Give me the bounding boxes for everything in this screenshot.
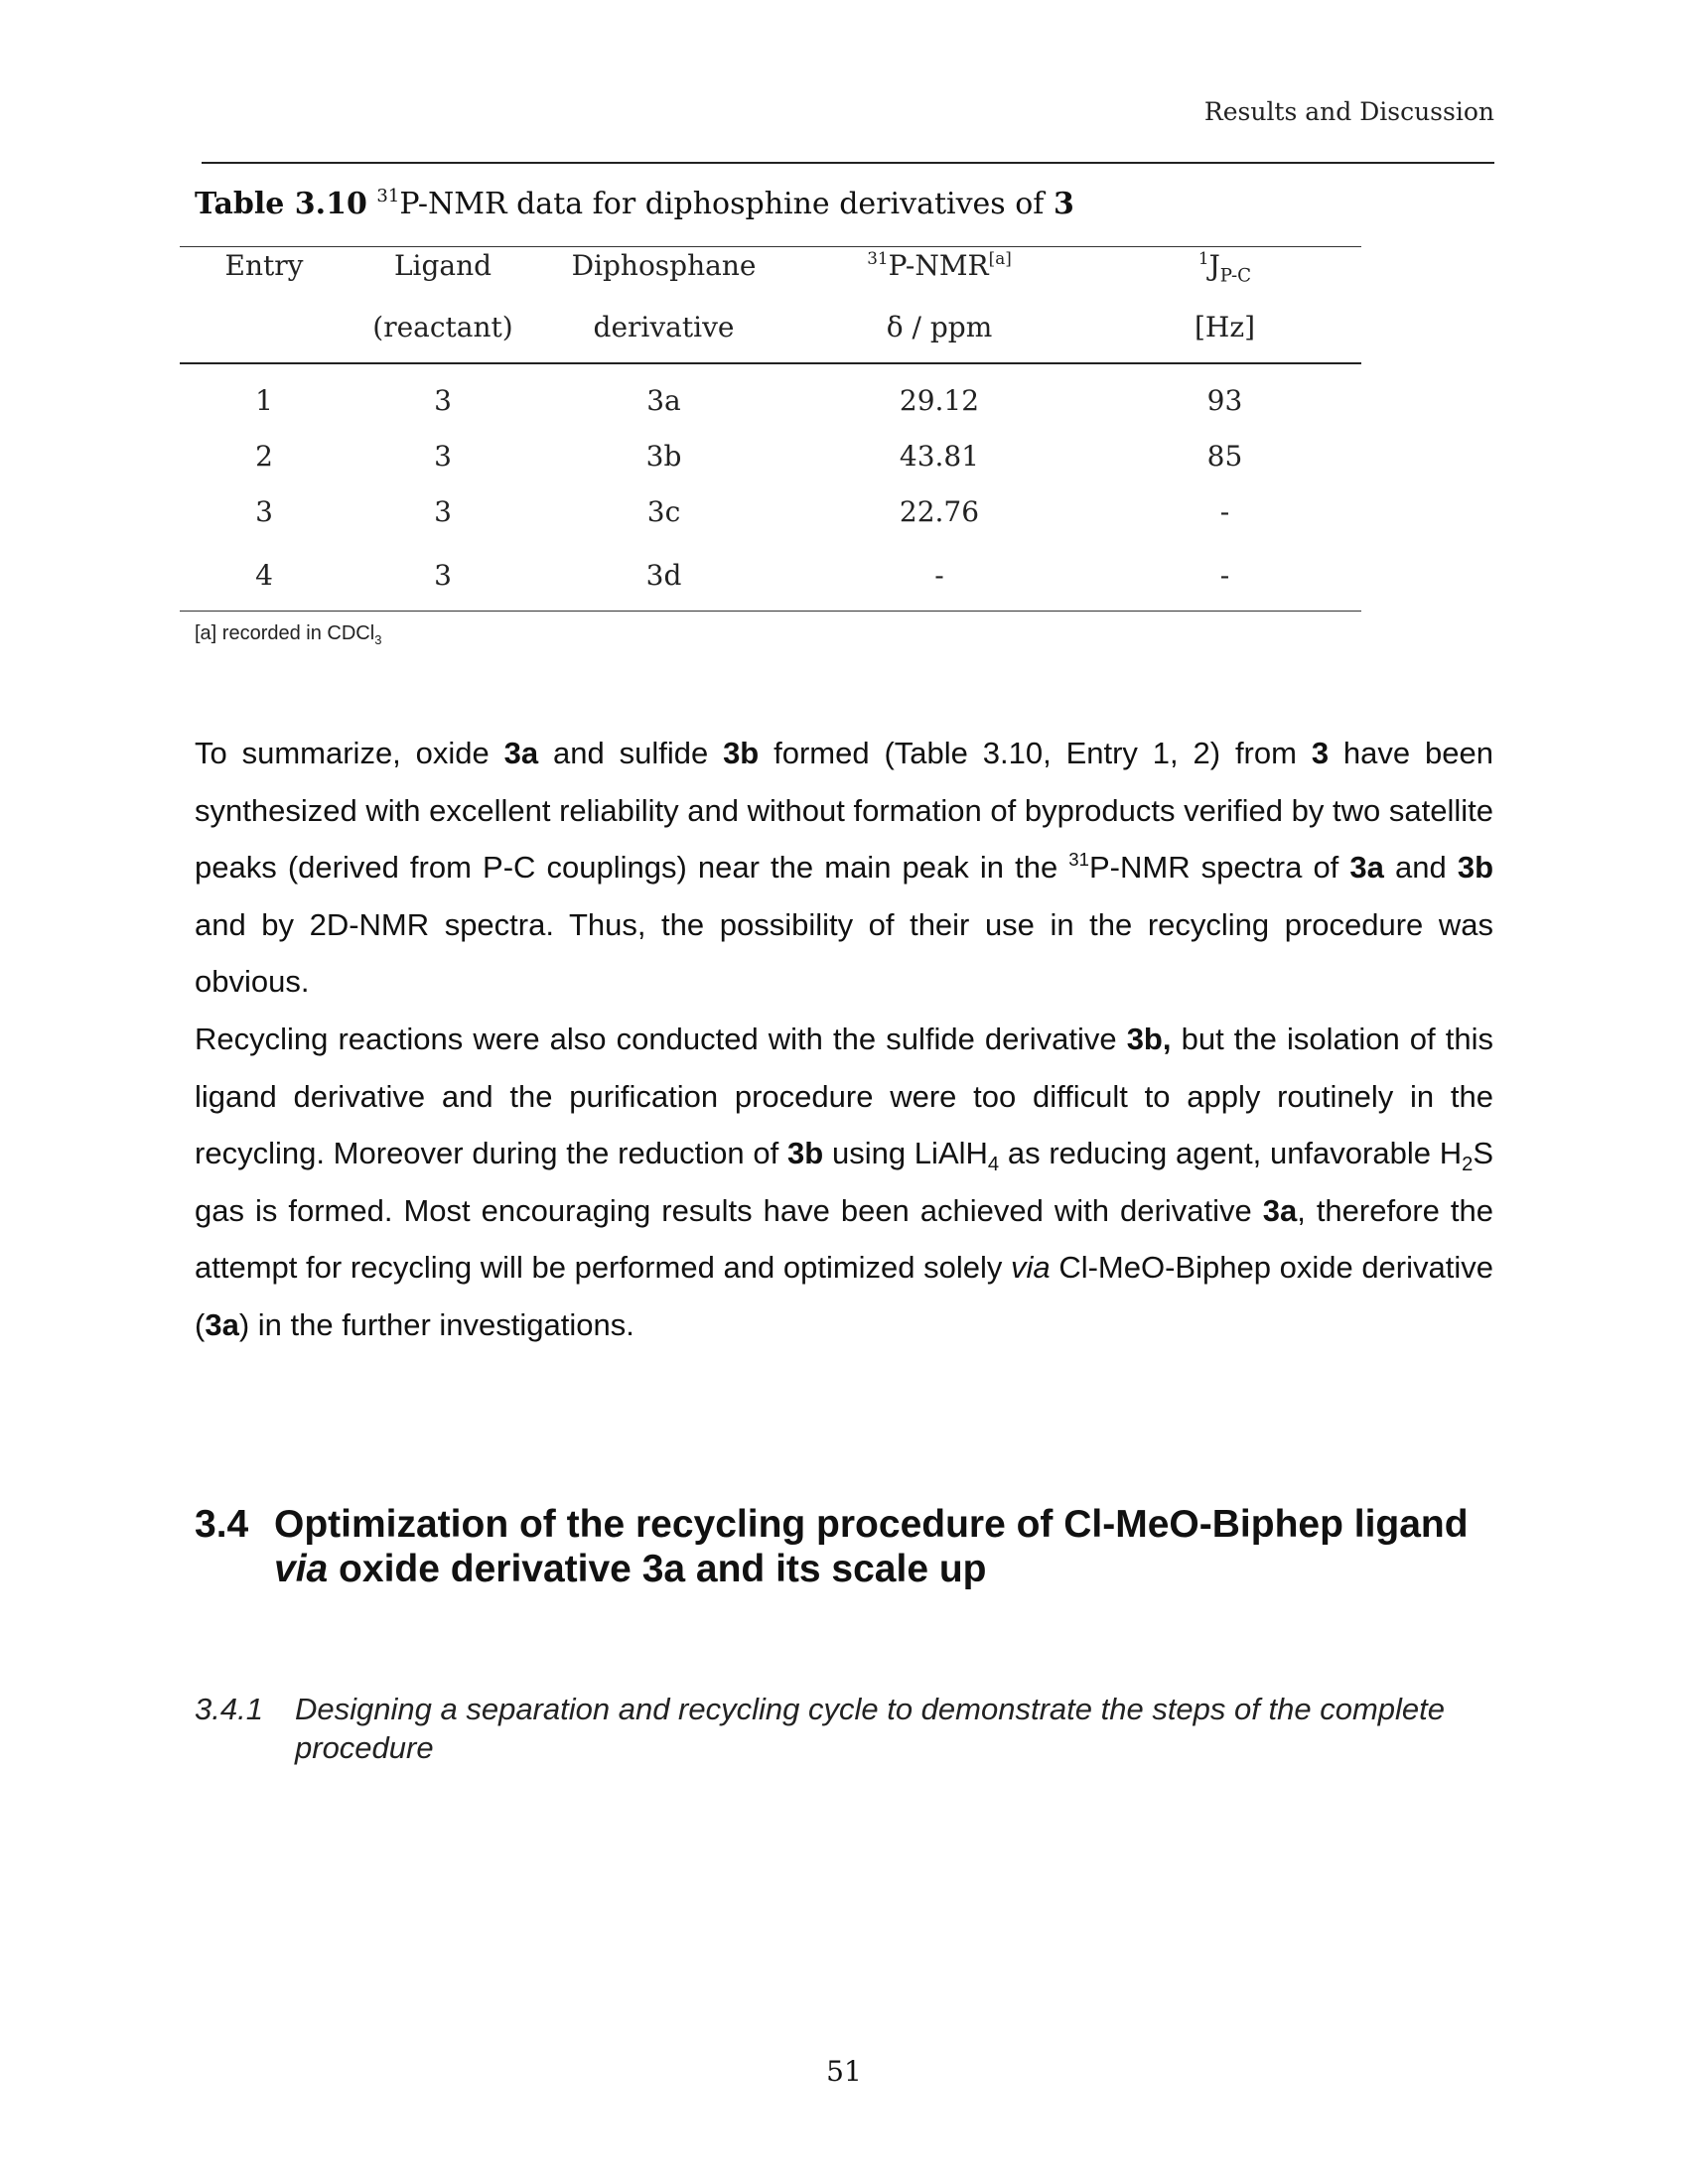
table-row [180, 483, 1361, 539]
col-header-diphosphane: Diphosphane [571, 249, 757, 282]
footnote-text: [a] recorded in CDCl [195, 622, 375, 644]
cell-shift: 43.81 [899, 439, 980, 473]
cell-ligand: 3 [434, 439, 452, 473]
col-header-coupling-2: [Hz] [1194, 311, 1256, 343]
cell-shift: 29.12 [899, 383, 980, 417]
table-row [180, 428, 1361, 483]
section-title-via: via [274, 1548, 329, 1590]
col-header-coupling [1088, 247, 1361, 308]
col-header-entry: Entry [224, 249, 304, 282]
compound-ref: 3a [1349, 850, 1384, 886]
cell-ligand: 3 [434, 494, 452, 528]
text-run: S gas is formed. Most encouraging results have been achieved with derivative [195, 1136, 1493, 1228]
section-title-part: Optimization of the recycling procedure of Cl-MeO-Biphep ligand [274, 1503, 1469, 1546]
table-header-row-2 [180, 307, 1361, 363]
compound-ref: 3a [503, 736, 539, 770]
col-header-ligand-2: (reactant) [372, 311, 513, 343]
text-run: and by 2D-NMR spectra. Thus, the possibility of their use in the recycling procedure was obvious. [195, 906, 1493, 1000]
col-header-entry-2 [180, 307, 349, 363]
text-run: , therefore the attempt for recycling will be performed and optimized solely [195, 1192, 1493, 1286]
nmr-data-table [180, 246, 1361, 612]
cell-shift: - [934, 558, 944, 592]
cell-entry: 1 [255, 383, 273, 417]
paragraph [195, 725, 1493, 1011]
caption-compound: 3 [1053, 187, 1074, 221]
compound-ref: 3a [1262, 1192, 1298, 1228]
cell-derivative: 3d [645, 558, 682, 592]
col-header-nmr [790, 247, 1088, 308]
col-header-nmr-2: δ / ppm [886, 311, 993, 343]
caption-superscript: 31 [376, 186, 400, 207]
table-row [180, 539, 1361, 612]
section-title-part: oxide derivative 3a and its scale up [328, 1548, 987, 1590]
header-rule [202, 162, 1494, 164]
compound-ref: 3b [1457, 850, 1494, 886]
text-run: but the isolation of this ligand derivative and the purification procedure were too difficult to apply routinely in the recycling. Moreover during the reduction of [195, 1021, 1493, 1171]
text-run: To summarize, oxide [195, 736, 504, 770]
footnote-sub: 3 [374, 632, 382, 647]
running-head: Results and Discussion [1203, 97, 1494, 126]
cell-derivative: 3b [645, 439, 682, 473]
subscript: 2 [1462, 1154, 1474, 1176]
nmr-note: [a] [988, 247, 1012, 268]
table-row [180, 363, 1361, 428]
cell-derivative: 3c [646, 494, 681, 528]
table-label: Table 3.10 [195, 187, 367, 221]
text-run: and [1383, 850, 1458, 886]
cell-entry: 2 [255, 439, 273, 473]
text-run: Recycling reactions were also conducted with the sulfide derivative [195, 1021, 1127, 1056]
compound-ref: 3b [723, 736, 760, 770]
subsection-title: Designing a separation and recycling cycle to demonstrate the steps of the complete procedure [295, 1692, 1445, 1765]
text-run: formed (Table 3.10, Entry 1, 2) from [759, 736, 1312, 770]
compound-ref: 3 [1311, 736, 1330, 770]
cell-derivative: 3a [646, 383, 681, 417]
col-header-diphosphane-2: derivative [593, 311, 735, 343]
section-heading [195, 1502, 1495, 1591]
section-number: 3.4 [195, 1503, 249, 1546]
nmr-label: P-NMR [888, 249, 989, 282]
cell-entry: 4 [255, 558, 273, 592]
nmr-sup: 31 [867, 247, 889, 268]
compound-ref: 3a [205, 1306, 239, 1342]
cell-coupling: 85 [1206, 439, 1243, 473]
table-header-row [180, 247, 1361, 308]
compound-ref: 3b [787, 1136, 824, 1171]
cell-coupling: - [1219, 494, 1230, 528]
cell-coupling: - [1219, 558, 1230, 592]
subscript: 4 [987, 1154, 1000, 1176]
col-header-ligand: Ligand [393, 249, 492, 282]
body-text [195, 725, 1493, 1354]
text-run: and sulfide [538, 736, 724, 770]
text-run: using LiAlH [823, 1136, 988, 1171]
cell-ligand: 3 [434, 558, 452, 592]
cell-coupling: 93 [1206, 383, 1243, 417]
j-sup: 1 [1197, 247, 1209, 268]
j-sub: P-C [1219, 265, 1252, 287]
text-run: P-NMR spectra of [1088, 850, 1350, 886]
text-run: as reducing agent, unfavorable H [999, 1136, 1463, 1171]
paragraph [195, 1011, 1493, 1354]
text-run: have been synthesized with excellent reliability and without formation of byproducts verified by two satellite peaks (derived from P-C couplings) near the main peak in the [195, 736, 1493, 886]
j-label: J [1208, 249, 1220, 282]
table-caption [195, 187, 1074, 221]
italic-word: via [1011, 1250, 1051, 1286]
text-run: Cl-MeO-Biphep oxide derivative ( [195, 1250, 1493, 1342]
compound-ref: 3b, [1126, 1021, 1172, 1056]
cell-entry: 3 [255, 494, 273, 528]
table-footnote [195, 622, 381, 645]
section-title [274, 1502, 1495, 1591]
cell-shift: 22.76 [899, 494, 980, 528]
text-run: ) in the further investigations. [238, 1306, 634, 1342]
cell-ligand: 3 [434, 383, 452, 417]
page-number: 51 [826, 2055, 862, 2088]
superscript: 31 [1068, 848, 1089, 870]
subsection-number: 3.4.1 [195, 1692, 263, 1726]
caption-text: P-NMR data for diphosphine derivatives of [399, 187, 1045, 221]
subsection-heading [195, 1690, 1495, 1767]
